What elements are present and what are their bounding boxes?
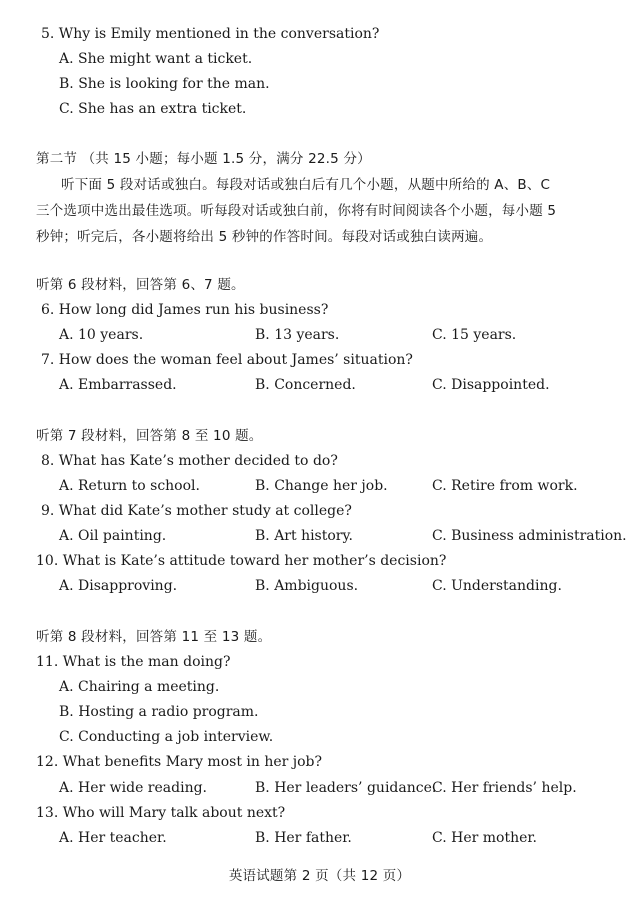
- question-13: 13. Who will Mary talk about next?: [36, 805, 286, 821]
- q10-option-b: B. Ambiguous.: [255, 578, 359, 594]
- question-10: 10. What is Kate’s attitude toward her mother’s decision?: [36, 553, 447, 569]
- question-5: 5. Why is Emily mentioned in the conversation?: [41, 26, 380, 42]
- section-2-instruction-line-1: 听下面 5 段对话或独白。每段对话或独白后有几个小题，从题中所给的 A、B、C: [61, 177, 551, 193]
- section-2-title: 第二节 （共 15 小题；每小题 1.5 分，满分 22.5 分）: [36, 151, 371, 167]
- question-9: 9. What did Kate’s mother study at college?: [41, 503, 352, 519]
- q6-option-b: B. 13 years.: [255, 327, 340, 343]
- q7-option-b: B. Concerned.: [255, 377, 356, 393]
- q12-option-c: C. Her friends’ help.: [432, 780, 577, 796]
- q10-option-c: C. Understanding.: [432, 578, 562, 594]
- question-7: 7. How does the woman feel about James’ situation?: [41, 352, 413, 368]
- q8-option-a: A. Return to school.: [59, 478, 200, 494]
- q9-option-b: B. Art history.: [255, 528, 353, 544]
- q10-option-a: A. Disapproving.: [59, 578, 178, 594]
- q11-option-b: B. Hosting a radio program.: [59, 704, 259, 720]
- section-2-instruction-line-3: 秒钟；听完后，各小题将给出 5 秒钟的作答时间。每段对话或独白读两遍。: [36, 229, 493, 245]
- question-8: 8. What has Kate’s mother decided to do?: [41, 453, 338, 469]
- q13-option-c: C. Her mother.: [432, 830, 537, 846]
- question-11: 11. What is the man doing?: [36, 654, 231, 670]
- q12-option-b: B. Her leaders’ guidance.: [255, 780, 437, 796]
- section-2-instruction-line-2: 三个选项中选出最佳选项。听每段对话或独白前，你将有时间阅读各个小题，每小题 5: [36, 203, 557, 219]
- q9-option-c: C. Business administration.: [432, 528, 627, 544]
- q11-option-a: A. Chairing a meeting.: [59, 679, 220, 695]
- q8-option-c: C. Retire from work.: [432, 478, 578, 494]
- q13-option-a: A. Her teacher.: [59, 830, 167, 846]
- q6-option-c: C. 15 years.: [432, 327, 517, 343]
- q5-option-b: B. She is looking for the man.: [59, 76, 270, 92]
- q12-option-a: A. Her wide reading.: [59, 780, 207, 796]
- page-footer: 英语试题第 2 页（共 12 页）: [228, 868, 411, 884]
- q9-option-a: A. Oil painting.: [59, 528, 167, 544]
- question-6: 6. How long did James run his business?: [41, 302, 329, 318]
- question-12: 12. What benefits Mary most in her job?: [36, 754, 323, 770]
- q5-option-c: C. She has an extra ticket.: [59, 101, 247, 117]
- group-7-heading: 听第 7 段材料，回答第 8 至 10 题。: [36, 428, 263, 444]
- group-8-heading: 听第 8 段材料，回答第 11 至 13 题。: [36, 629, 272, 645]
- q7-option-c: C. Disappointed.: [432, 377, 550, 393]
- q5-option-a: A. She might want a ticket.: [59, 51, 253, 67]
- q7-option-a: A. Embarrassed.: [59, 377, 177, 393]
- q11-option-c: C. Conducting a job interview.: [59, 729, 274, 745]
- q6-option-a: A. 10 years.: [59, 327, 144, 343]
- group-6-heading: 听第 6 段材料，回答第 6、7 题。: [36, 277, 245, 293]
- q13-option-b: B. Her father.: [255, 830, 352, 846]
- q8-option-b: B. Change her job.: [255, 478, 388, 494]
